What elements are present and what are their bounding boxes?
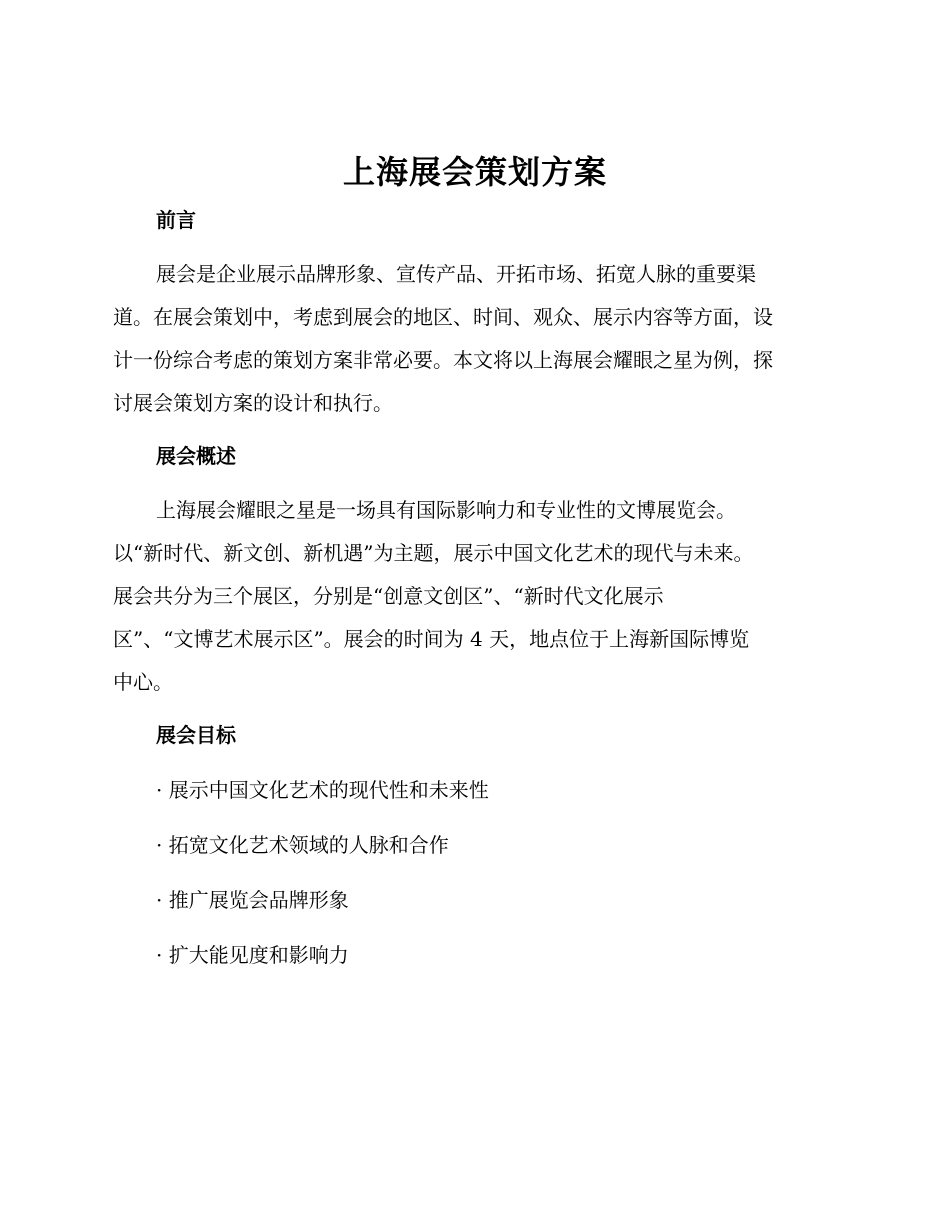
paragraph-line: 计一份综合考虑的策划方案非常必要。本文将以上海展会耀眼之星为例，探 — [113, 348, 773, 372]
overview-paragraph — [113, 489, 833, 704]
paragraph-line: 展会共分为三个展区，分别是“创意文创区”、“新时代文化展示 — [113, 584, 664, 608]
paragraph-line: 上海展会耀眼之星是一场具有国际影响力和专业性的文博展览会。 — [156, 498, 736, 522]
section-heading-overview: 展会概述 — [156, 444, 236, 468]
section-heading-goals: 展会目标 — [156, 723, 236, 747]
goal-list-item: · 推广展览会品牌形象 — [156, 888, 349, 912]
paragraph-line: 中心。 — [113, 670, 173, 694]
paragraph-line: 以“新时代、新文创、新机遇”为主题，展示中国文化艺术的现代与未来。 — [113, 541, 754, 565]
preface-paragraph — [113, 253, 833, 425]
goal-list-item: · 拓宽文化艺术领域的人脉和合作 — [156, 833, 449, 857]
paragraph-line: 展会是企业展示品牌形象、宣传产品、开拓市场、拓宽人脉的重要渠 — [156, 262, 756, 286]
goal-list-item: · 扩大能见度和影响力 — [156, 943, 349, 967]
goal-list-item: · 展示中国文化艺术的现代性和未来性 — [156, 778, 489, 802]
document-title: 上海展会策划方案 — [342, 153, 607, 191]
paragraph-line: 区”、“文博艺术展示区”。展会的时间为 4 天，地点位于上海新国际博览 — [113, 627, 750, 651]
paragraph-line: 道。在展会策划中，考虑到展会的地区、时间、观众、展示内容等方面，设 — [113, 305, 773, 329]
paragraph-line: 讨展会策划方案的设计和执行。 — [113, 391, 393, 415]
section-heading-preface: 前言 — [156, 208, 196, 232]
